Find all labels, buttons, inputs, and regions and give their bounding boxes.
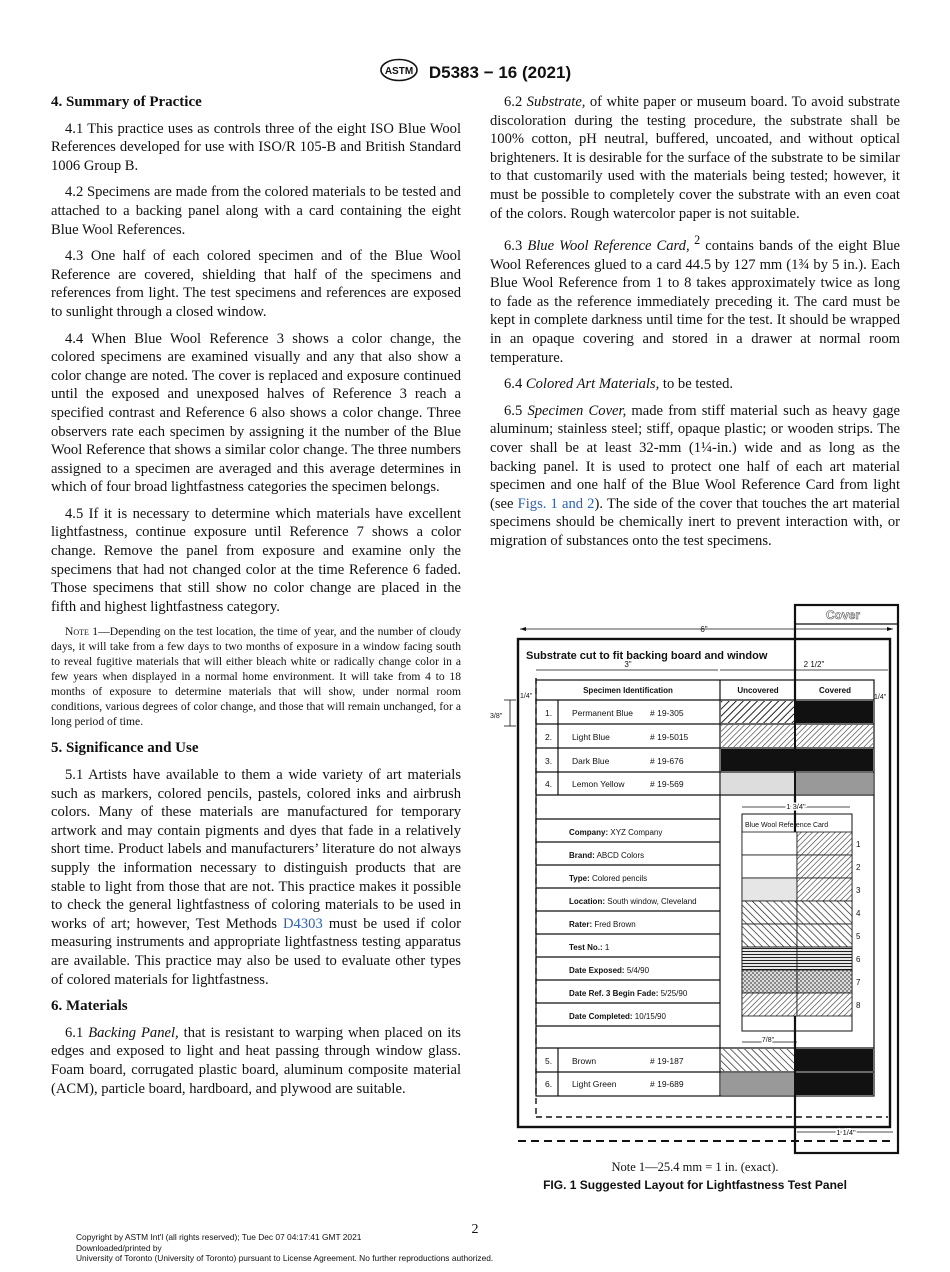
- para-6-2: [490, 93, 900, 223]
- info-value: 5/4/90: [626, 966, 650, 975]
- swatch-4-uncovered: [721, 773, 794, 794]
- specimen-name: Light Blue: [572, 732, 610, 742]
- swatch-3-uncovered: [721, 749, 794, 771]
- para-4-2: 4.2 Specimens are made from the colored materials to be tested and attached to a backing panel along with a card containing the eight Blue Wool References.: [51, 184, 461, 238]
- dim-quarter-right: 1/4": [874, 694, 887, 701]
- col-header-id: Specimen Identification: [583, 686, 673, 695]
- specimen-name: Dark Blue: [572, 756, 610, 766]
- para-6-4-text: to be tested.: [659, 376, 734, 393]
- para-4-4: 4.4 When Blue Wool Reference 3 shows a color change, the colored specimens are examined visually and any that also show a color change are noted. The cover is replaced and exposure continued until the exposed and unexposed halves of Reference 3 reach a specified contrast and Reference 6 also shows a color change. Three observers rate each specimen by assigning it the number of the Blue Wool Reference that shows a similar color change. The three numbers assigned to a specimen are averaged and this average determines in which of four broad lightfastness categories the specimen belongs.: [51, 330, 461, 496]
- substrate-title: Substrate cut to fit backing board and window: [526, 650, 768, 662]
- blue-wool-numbers: [856, 840, 861, 1010]
- para-6-3: [490, 231, 900, 367]
- para-6-2-num: 6.2: [504, 94, 527, 110]
- svg-text:Test No.: 1: [569, 943, 610, 952]
- specimen-num: 4.: [545, 779, 553, 789]
- svg-text:Date Ref. 3 Begin Fade: 5/25/9: [569, 989, 688, 998]
- para-6-3-text: contains bands of the eight Blue Wool References glued to a card 44.5 by 127 mm (1¾ by 5 in.). Each Blue Wool Reference from 1 to 8 takes approximately twice as long to fade as the reference immediately preceding it. The card must be kept in complete darkness until time for the test. It should be wrapped in an opaque covering and stored in a drawer at normal room temperature.: [490, 238, 901, 366]
- para-5-1: [51, 766, 461, 989]
- info-label: Rater:: [569, 920, 593, 929]
- para-6-4: [490, 375, 900, 394]
- bw-number: 4: [856, 909, 861, 918]
- specimen-code: # 19-305: [650, 708, 684, 718]
- dim-2-5in-label: 2 1/2": [803, 660, 825, 669]
- note-1-text: —Depending on the test location, the time of year, and the number of cloudy days, it will take from a few days to two months of exposure in a window facing south to reveal fugitive materials that will either bleach white or radically change color in a few years when displayed in a normal home environment. It will take from 4 to 18 months of exposure to determine materials that will show, under normal room conditions, various degrees of color change, and those that will remain unchanged, for a long period of time.: [51, 625, 461, 729]
- col-header-uncovered: Uncovered: [737, 686, 779, 695]
- para-6-3-num: 6.3: [504, 238, 528, 255]
- figure-1-diagram: [488, 602, 908, 1157]
- section-5-title: 5. Significance and Use: [51, 740, 199, 757]
- specimen-num: 2.: [545, 732, 553, 742]
- specimen-code: # 19-187: [650, 1056, 684, 1066]
- blue-wool-card-title: Blue Wool Reference Card: [745, 822, 829, 829]
- dim-1-3-4-label: 1 3/4": [786, 802, 806, 811]
- footer-line-1: Copyright by ASTM Int'l (all rights reserved); Tue Dec 07 04:17:41 GMT 2021: [76, 1232, 362, 1242]
- info-value: 5/25/90: [660, 989, 688, 998]
- para-6-1-num: 6.1: [65, 1024, 89, 1041]
- copyright-footer: [76, 1232, 493, 1264]
- specimen-code: # 19-569: [650, 779, 684, 789]
- specimen-code: # 19-689: [650, 1079, 684, 1089]
- info-label: Date Completed:: [569, 1012, 633, 1021]
- info-label: Date Exposed:: [569, 966, 625, 975]
- para-4-1: 4.1 This practice uses as controls three of the eight ISO Blue Wool References developed for use with ISO/R 105-B and British Standard 1006 Group B.: [51, 120, 461, 174]
- para-6-2-term: Substrate,: [526, 94, 586, 110]
- dim-3in-label: 3": [624, 660, 632, 669]
- blue-wool-bands: [742, 832, 852, 1016]
- info-label: Location:: [569, 897, 605, 906]
- svg-text:Brand: ABCD Colors: [569, 851, 644, 860]
- swatch-5-covered: [796, 1049, 873, 1071]
- link-figs-1-2[interactable]: Figs. 1 and 2: [517, 495, 595, 512]
- specimen-code: # 19-676: [650, 756, 684, 766]
- specimen-name: Permanent Blue: [572, 708, 633, 718]
- svg-text:Date Exposed: 5/4/90: [569, 966, 650, 975]
- para-4-5: 4.5 If it is necessary to determine which materials have excellent lightfastness, continue exposure until Reference 7 shows a color change. Remove the panel from exposure and examine only the specimens that had not changed color at the time Reference 6 faded. Those specimens that still show no color change are placed in the fifth and highest lightfastness category.: [51, 505, 461, 615]
- info-value: XYZ Company: [610, 828, 663, 837]
- bw-number: 1: [856, 840, 861, 849]
- dim-7-8-label: 7/8": [761, 1037, 775, 1044]
- para-6-1-term: Backing Panel,: [88, 1024, 179, 1041]
- svg-text:Rater: Fred Brown: [569, 920, 636, 929]
- dim-1-1-4-label: 1 1/4": [836, 1128, 856, 1137]
- info-label: Company:: [569, 828, 609, 837]
- swatch-2-covered: [796, 725, 873, 747]
- dim-quarter-left: 1/4": [520, 693, 533, 700]
- dim-6in-label: 6": [700, 625, 708, 634]
- figure-caption: FIG. 1 Suggested Layout for Lightfastness Test Panel: [543, 1178, 847, 1192]
- para-6-3-term: Blue Wool Reference Card,: [527, 238, 690, 255]
- para-6-1: [51, 1024, 461, 1098]
- info-value: South window, Cleveland: [607, 897, 697, 906]
- figure-note: Note 1—25.4 mm = 1 in. (exact).: [611, 1160, 779, 1174]
- footer-line-3: University of Toronto (University of Toronto) pursuant to License Agreement. No further reproductions authorized.: [76, 1253, 494, 1263]
- standard-designation: D5383 − 16 (2021): [428, 62, 572, 82]
- bw-number: 8: [856, 1001, 861, 1010]
- svg-text:Company: XYZ Company: [569, 828, 662, 837]
- svg-text:ASTM: ASTM: [384, 66, 414, 77]
- specimen-num: 3.: [545, 756, 553, 766]
- arrow-left-icon: [520, 627, 526, 631]
- section-4-title: 4. Summary of Practice: [51, 94, 202, 110]
- specimen-name: Light Green: [572, 1079, 617, 1089]
- bw-number: 5: [856, 932, 861, 941]
- info-label: Test No.:: [569, 943, 603, 952]
- svg-text:Type: Colored pencils: [569, 874, 647, 883]
- left-column: [51, 93, 461, 1106]
- para-6-5-text-2: ). The side of the cover that touches the art material specimens should be chemically inert to prevent interaction with, or migration of substances onto the test specimens.: [490, 495, 900, 549]
- dim-3-8-label: 3/8": [490, 713, 503, 720]
- swatch-1-covered: [796, 701, 873, 723]
- specimen-num: 6.: [545, 1079, 553, 1089]
- specimen-num: 5.: [545, 1056, 553, 1066]
- svg-text:Location: South window, Clevel: [569, 897, 697, 906]
- swatch-1-uncovered: [721, 701, 794, 723]
- para-6-1-text: that is resistant to warping when placed on its edges and exposed to light and heat passing through window glass. Foam board, corrugated plastic board, aluminum composite material (ACM), particle board, hardboard, and plywood are suitable.: [51, 1024, 461, 1097]
- astm-logo-icon: [379, 58, 419, 87]
- arrow-right-icon: [887, 627, 893, 631]
- para-6-5-term: Specimen Cover,: [527, 402, 627, 419]
- footer-line-2: Downloaded/printed by: [76, 1242, 162, 1253]
- para-6-4-term: Colored Art Materials,: [525, 376, 660, 393]
- specimen-name: Brown: [572, 1056, 597, 1066]
- specimen-name: Lemon Yellow: [572, 779, 625, 789]
- info-value: 10/15/90: [634, 1012, 666, 1021]
- right-column: [490, 93, 900, 559]
- bw-number: 3: [856, 886, 861, 895]
- svg-text:Date Completed: 10/15/90: [569, 1012, 666, 1021]
- info-value: Fred Brown: [594, 920, 636, 929]
- bw-number: 7: [856, 978, 861, 987]
- info-value: Colored pencils: [591, 874, 648, 883]
- swatch-4-covered: [796, 773, 873, 794]
- note-1: [51, 624, 461, 729]
- note-1-label: Note 1: [65, 625, 99, 639]
- specimen-code: # 19-5015: [650, 732, 689, 742]
- page-number: 2: [471, 1222, 479, 1237]
- col-header-covered: Covered: [818, 686, 852, 695]
- swatch-6-uncovered: [721, 1073, 794, 1095]
- para-6-2-text: of white paper or museum board. To avoid substrate discoloration during the testing procedure, the substrate shall be 100% cotton, pH neutral, buffered, uncoated, and without optical brighteners. It is desirable for the surface of the substrate to be similar to that customarily used with the materials being tested; however, it must be possible to completely cover the substrate with an even coat of the colors. Rough watercolor paper is not suitable.: [490, 94, 900, 222]
- bw-number: 2: [856, 863, 861, 872]
- link-d4303[interactable]: D4303: [283, 915, 323, 932]
- section-6-title: 6. Materials: [51, 998, 128, 1015]
- info-value: ABCD Colors: [596, 851, 645, 860]
- page-header: [0, 58, 950, 87]
- bw-number: 6: [856, 955, 861, 964]
- specimen-num: 1.: [545, 708, 553, 718]
- info-label: Date Ref. 3 Begin Fade:: [569, 989, 659, 998]
- para-6-5-num: 6.5: [504, 402, 528, 419]
- para-6-5-text: made from stiff material such as heavy gage aluminum; stainless steel; stiff, opaque plastic; or wooden strips. The cover shall be at least 32-mm (1¼-in.) wide and as long as the backing panel. It is used to protect one half of each art material specimen and one half of the Blue Wool Reference Card from light (see: [490, 402, 901, 512]
- para-6-4-num: 6.4: [504, 376, 526, 393]
- swatch-2-uncovered: [721, 725, 794, 747]
- info-label: Type:: [569, 874, 590, 883]
- cover-label: Cover: [825, 608, 861, 622]
- swatch-5-uncovered: [721, 1049, 794, 1071]
- swatch-3-covered: [796, 749, 873, 771]
- para-5-1-text: 5.1 Artists have available to them a wide variety of art materials such as markers, colored pencils, pastels, colored inks and airbrush colors. Many of these materials are manufactured for temporary artwork and may contain pigments and dyes that fade in a relatively short time. Product labels and manufacturers’ literature do not always supply the information necessary to distinguish products that are stable to light from those that are not. This practice makes it possible to check the general lightfastness of coloring materials to be used in works of art; however, Test Methods: [51, 767, 461, 932]
- para-4-3: 4.3 One half of each colored specimen and of the Blue Wool Reference are covered, shielding that half of the specimens and references from light. The test specimens and references are exposed to sunlight through a closed window.: [51, 248, 461, 320]
- swatch-6-covered: [796, 1073, 873, 1095]
- para-5-1-text-2: must be used if color measuring instruments and appropriate lightfastness testing apparatus are available. This practice may also be used to evaluate other types of colored materials for lightfastness.: [51, 915, 461, 988]
- info-value: 1: [604, 943, 610, 952]
- para-6-5: [490, 402, 900, 551]
- info-label: Brand:: [569, 851, 595, 860]
- footnote-ref-2: 2: [689, 233, 701, 248]
- panel-info: [569, 828, 697, 1021]
